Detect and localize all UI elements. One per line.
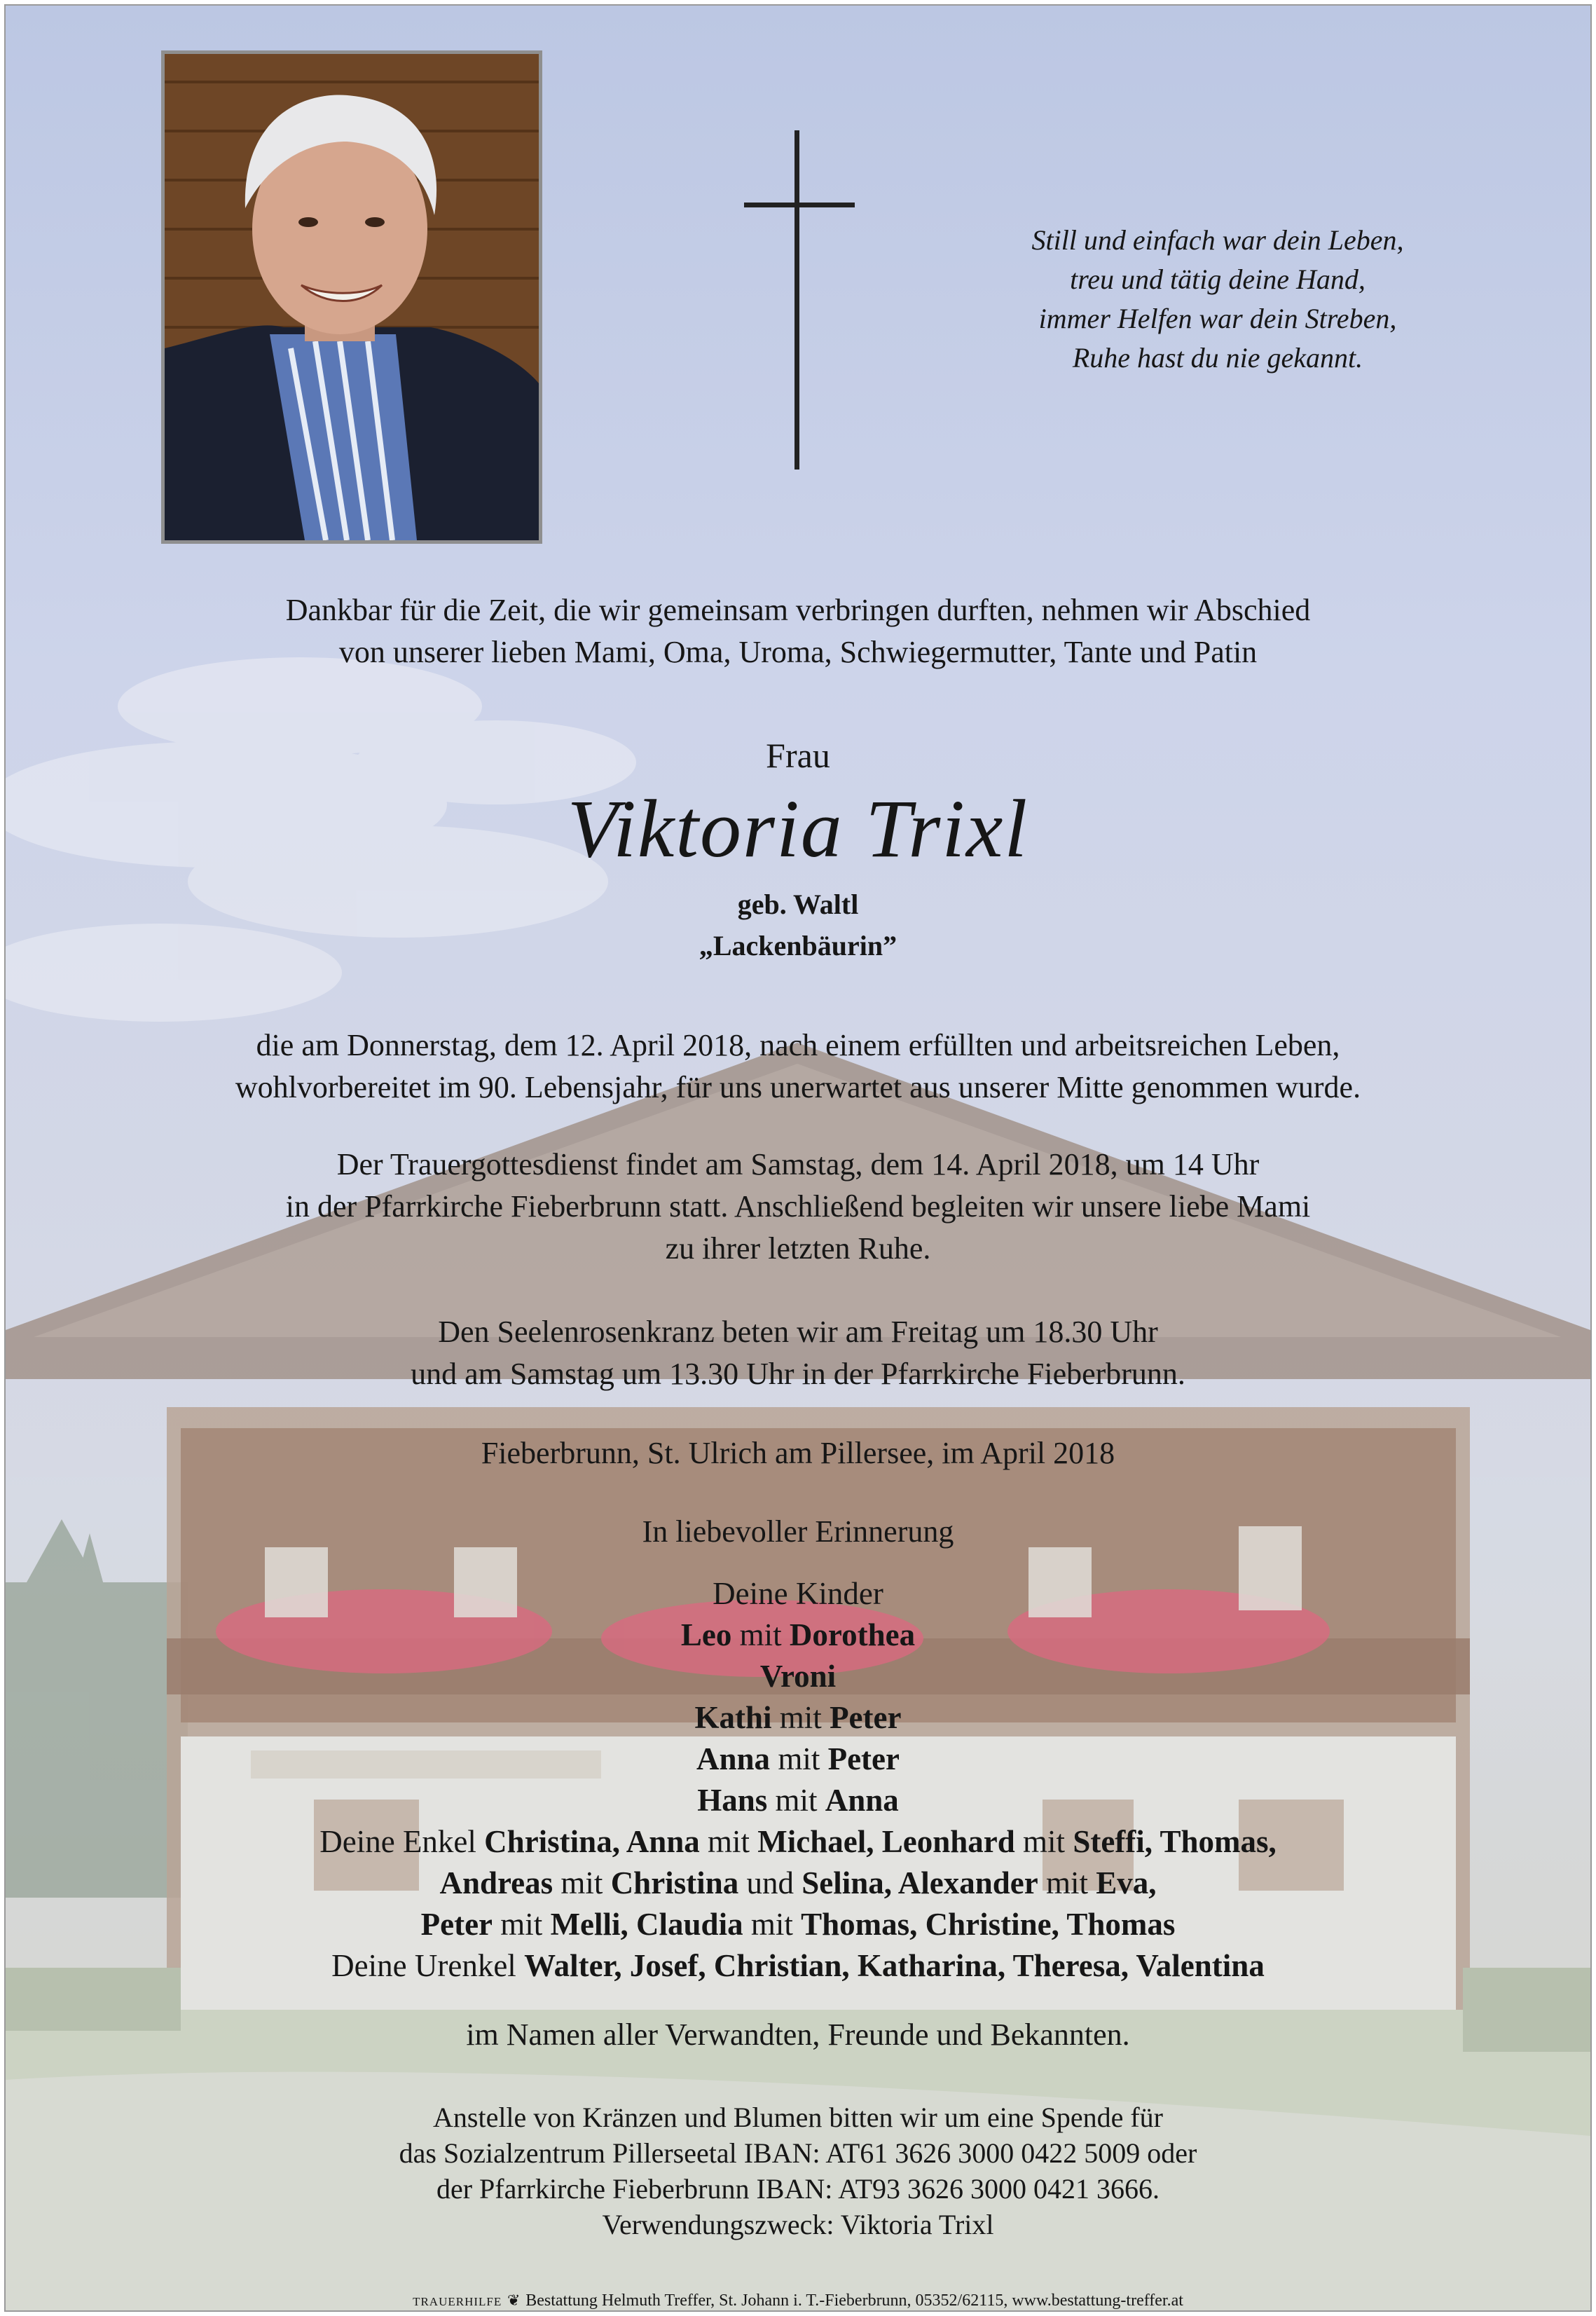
family-member-name: Michael, Leonhard bbox=[757, 1824, 1015, 1859]
poem-line: Ruhe hast du nie gekannt. bbox=[1072, 342, 1363, 374]
family-member-name: Vroni bbox=[759, 1659, 837, 1694]
funeral-line: Der Trauergottesdienst findet am Samstag, dem 14. April 2018, um 14 Uhr bbox=[336, 1147, 1260, 1181]
rosary-line: Den Seelenrosenkranz beten wir am Freitag um 18.30 Uhr bbox=[438, 1315, 1158, 1349]
intro-text bbox=[6, 589, 1590, 673]
family-member-name: Walter, Josef, Christian, Katharina, Theresa, Valentina bbox=[524, 1948, 1265, 1983]
family-connector: mit bbox=[767, 1783, 825, 1818]
children-line bbox=[6, 1780, 1590, 1821]
grandchildren-line bbox=[6, 1821, 1590, 1863]
bird-logo-icon: ❦ bbox=[507, 2291, 521, 2309]
donation-line: Verwendungszweck: Viktoria Trixl bbox=[602, 2209, 994, 2240]
donation-info bbox=[6, 2099, 1590, 2242]
intro-line: Dankbar für die Zeit, die wir gemeinsam verbringen durften, nehmen wir Abschied bbox=[285, 593, 1311, 627]
portrait-photo bbox=[161, 50, 542, 544]
children-list bbox=[6, 1615, 1590, 1821]
grandchildren-line bbox=[6, 1863, 1590, 1904]
footer-label: TRAUERHILFE bbox=[413, 2295, 502, 2308]
birth-name: geb. Waltl bbox=[737, 889, 859, 920]
family-member-name: Thomas, Christine, Thomas bbox=[801, 1907, 1176, 1942]
grandchildren-list bbox=[6, 1821, 1590, 1945]
family-member-name: Christina bbox=[610, 1865, 739, 1900]
place-date: Fieberbrunn, St. Ulrich am Pillersee, im April 2018 bbox=[481, 1436, 1115, 1470]
obituary-card bbox=[4, 4, 1592, 2312]
family-member-name: Melli, Claudia bbox=[550, 1907, 743, 1942]
family-connector: mit bbox=[731, 1617, 790, 1652]
children-line bbox=[6, 1697, 1590, 1739]
funeral-line: zu ihrer letzten Ruhe. bbox=[665, 1231, 931, 1266]
children-line bbox=[6, 1739, 1590, 1780]
family-member-name: Selina, Alexander bbox=[802, 1865, 1038, 1900]
family-connector: mit bbox=[699, 1824, 758, 1859]
family-member-name: Peter bbox=[830, 1700, 902, 1735]
family-connector: und bbox=[738, 1865, 802, 1900]
family-connector: mit bbox=[1014, 1824, 1073, 1859]
family-connector: Deine Urenkel bbox=[331, 1948, 525, 1983]
children-line bbox=[6, 1656, 1590, 1697]
cross-icon bbox=[794, 130, 799, 470]
deceased-name: Viktoria Trixl bbox=[567, 783, 1029, 875]
family-connector: mit bbox=[1038, 1865, 1096, 1900]
family-member-name: Anna bbox=[825, 1783, 899, 1818]
poem-line: treu und tätig deine Hand, bbox=[1070, 263, 1365, 295]
family-member-name: Eva, bbox=[1096, 1865, 1157, 1900]
family-member-name: Peter bbox=[420, 1907, 493, 1942]
cross-icon-bar bbox=[744, 203, 855, 207]
family-member-name: Kathi bbox=[694, 1700, 772, 1735]
family-member-name: Hans bbox=[697, 1783, 768, 1818]
family-member-name: Anna bbox=[696, 1741, 771, 1776]
funeral-line: in der Pfarrkirche Fieberbrunn statt. Anschließend begleiten wir unsere liebe Mami bbox=[285, 1189, 1311, 1224]
death-notice-line: die am Donnerstag, dem 12. April 2018, nach einem erfüllten und arbeitsreichen Leben, bbox=[256, 1028, 1340, 1062]
rosary-info bbox=[6, 1311, 1590, 1395]
donation-line: das Sozialzentrum Pillerseetal IBAN: AT61 3626 3000 0422 5009 oder bbox=[399, 2137, 1197, 2169]
funeral-info bbox=[6, 1144, 1590, 1270]
intro-line: von unserer lieben Mami, Oma, Uroma, Schwiegermutter, Tante und Patin bbox=[338, 635, 1258, 669]
great-grandchildren-line bbox=[6, 1945, 1590, 1987]
remembrance: In liebevoller Erinnerung bbox=[642, 1514, 954, 1549]
family-member-name: Andreas bbox=[439, 1865, 553, 1900]
grandchildren-line bbox=[6, 1904, 1590, 1945]
family-connector: mit bbox=[770, 1741, 828, 1776]
family-list bbox=[6, 1573, 1590, 1987]
family-connector: mit bbox=[493, 1907, 551, 1942]
nickname: „Lackenbäurin” bbox=[699, 930, 897, 961]
family-member-name: Leo bbox=[680, 1617, 732, 1652]
family-connector: mit bbox=[553, 1865, 611, 1900]
death-notice bbox=[6, 1025, 1590, 1109]
footer bbox=[6, 2291, 1590, 2312]
rosary-line: und am Samstag um 13.30 Uhr in der Pfarrkirche Fieberbrunn. bbox=[411, 1357, 1185, 1391]
children-intro: Deine Kinder bbox=[713, 1576, 883, 1611]
footer-text: Bestattung Helmuth Treffer, St. Johann i. T.-Fieberbrunn, 05352/62115, www.bestattung-treffer.at bbox=[525, 2291, 1183, 2310]
family-member-name: Christina, Anna bbox=[484, 1824, 700, 1859]
poem bbox=[916, 221, 1519, 378]
family-member-name: Peter bbox=[827, 1741, 900, 1776]
children-line bbox=[6, 1615, 1590, 1656]
great-grandchildren-list bbox=[6, 1945, 1590, 1987]
poem-line: immer Helfen war dein Streben, bbox=[1038, 303, 1397, 334]
poem-line: Still und einfach war dein Leben, bbox=[1031, 224, 1404, 256]
closing-line: im Namen aller Verwandten, Freunde und Bekannten. bbox=[466, 2017, 1130, 2052]
family-connector: mit bbox=[743, 1907, 802, 1942]
family-connector: mit bbox=[771, 1700, 830, 1735]
family-connector: Deine Enkel bbox=[319, 1824, 485, 1859]
family-member-name: Steffi, Thomas, bbox=[1073, 1824, 1277, 1859]
death-notice-line: wohlvorbereitet im 90. Lebensjahr, für uns unerwartet aus unserer Mitte genommen wurde. bbox=[235, 1070, 1361, 1104]
donation-line: Anstelle von Kränzen und Blumen bitten wir um eine Spende für bbox=[433, 2102, 1163, 2133]
family-member-name: Dorothea bbox=[789, 1617, 916, 1652]
salutation: Frau bbox=[766, 736, 830, 775]
donation-line: der Pfarrkirche Fieberbrunn IBAN: AT93 3626 3000 0421 3666. bbox=[436, 2173, 1160, 2205]
